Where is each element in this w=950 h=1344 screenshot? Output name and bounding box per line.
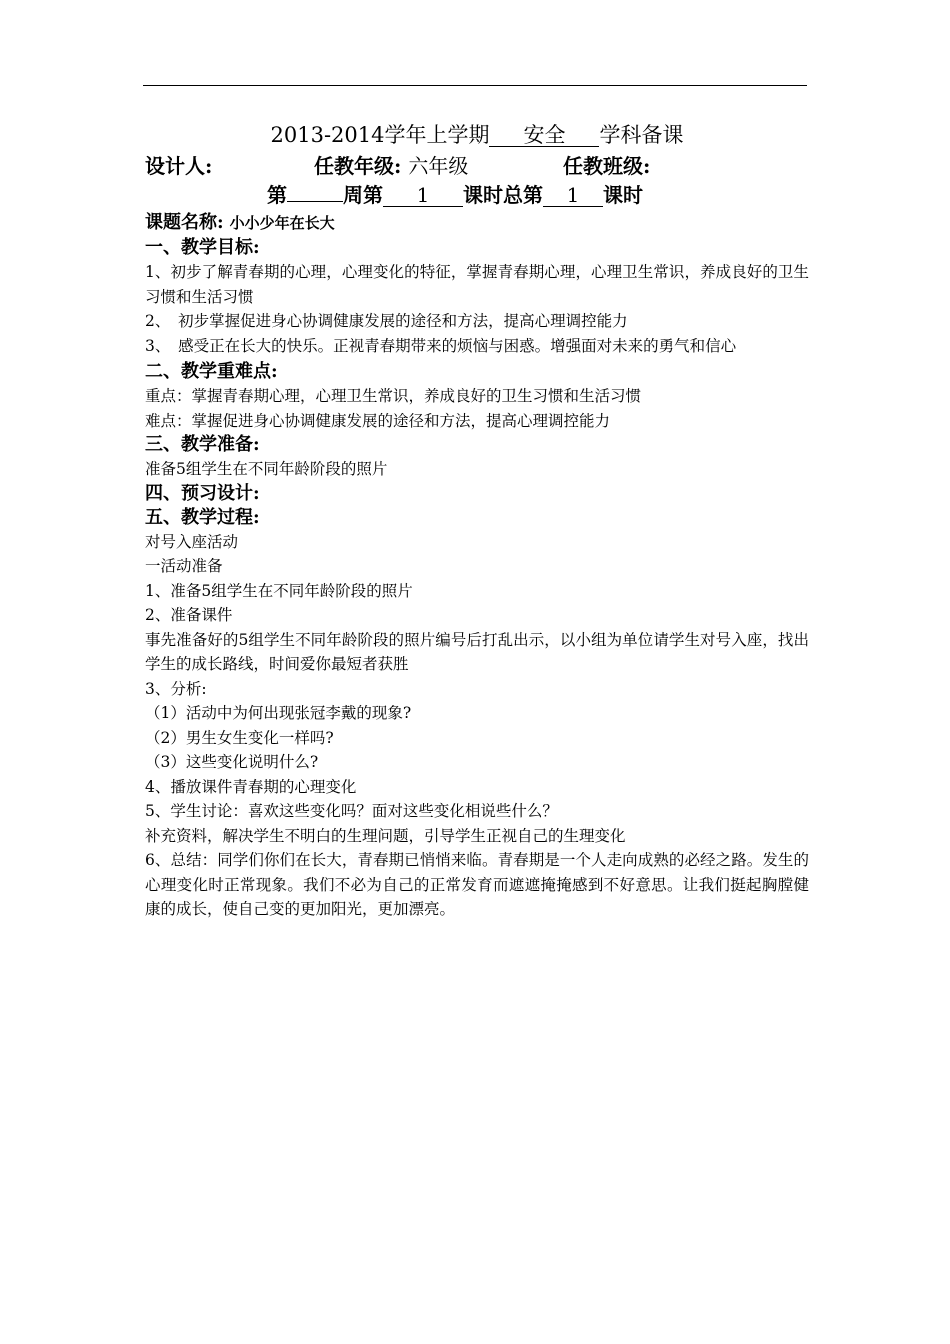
focus-text: 重点：掌握青春期心理，心理卫生常识，养成良好的卫生习惯和生活习惯 <box>145 387 642 405</box>
lesson-suffix: 课时总第 <box>463 183 543 207</box>
difficulty-text: 难点：掌握促进身心协调健康发展的途径和方法，提高心理调控能力 <box>145 411 611 430</box>
class-label: 任教班级: <box>563 154 651 178</box>
week-value <box>287 201 343 202</box>
process-line: 1、准备5组学生在不同年龄阶段的照片 <box>145 581 413 600</box>
preparation-text: 准备5组学生在不同年龄阶段的照片 <box>145 460 388 478</box>
title-suffix: 学科备课 <box>599 123 684 147</box>
process-line: 3、分析: <box>145 679 207 698</box>
goal-item: 1、初步了解青春期的心理，心理变化的特征，掌握青春期心理，心理卫生常识，养成良好的卫生习惯和生活习惯 <box>145 263 809 306</box>
topic-label: 课题名称: <box>145 212 224 233</box>
process-line: 事先准备好的5组学生不同年龄阶段的照片编号后打乱出示，以小组为单位请学生对号入座，找出学生的成长路线，时间爱你最短者获胜 <box>145 630 809 673</box>
goals-heading: 一、教学目标: <box>145 237 260 258</box>
total-suffix: 课时 <box>603 183 643 207</box>
process-line: （1）活动中为何出现张冠李戴的现象? <box>145 704 412 722</box>
week-prefix: 第 <box>267 183 287 207</box>
topic-value: 小小少年在长大 <box>229 214 335 232</box>
process-line: 6、总结：同学们你们在长大，青春期已悄悄来临。青春期是一个人走向成熟的必经之路。发生的心理变化时正常现象。我们不必为自己的正常发育而遮遮掩掩感到不好意思。让我们挺起胸膛健康的成长，使自己变的更加阳光，更加漂亮。 <box>145 851 809 918</box>
topic-row <box>145 210 809 236</box>
preparation-heading: 三、教学准备: <box>145 434 260 455</box>
total-value: 1 <box>543 184 603 207</box>
grade-label: 任教年级: <box>314 154 402 178</box>
grade-field <box>314 152 468 180</box>
process-heading: 五、教学过程: <box>145 506 260 528</box>
title-prefix: 2013-2014学年上学期 <box>270 123 490 147</box>
week-suffix: 周第 <box>343 183 383 207</box>
process-line: （2）男生女生变化一样吗? <box>145 728 334 747</box>
process-line: 2、准备课件 <box>145 606 233 624</box>
preview-heading: 四、预习设计: <box>145 482 260 504</box>
lesson-plan-body <box>145 118 809 922</box>
process-line: 4、播放课件青春期的心理变化 <box>145 777 357 796</box>
process-line: 一活动准备 <box>145 557 223 575</box>
designer-label: 设计人: <box>145 154 213 178</box>
goal-item: 3、 感受正在长大的快乐。正视青春期带来的烦恼与困惑。增强面对未来的勇气和信心 <box>145 336 737 355</box>
lesson-value: 1 <box>383 184 463 207</box>
subject-value: 安全 <box>489 124 599 147</box>
header-rule <box>143 85 807 86</box>
document-title <box>145 118 809 152</box>
meta-row <box>145 152 809 180</box>
process-line: 对号入座活动 <box>145 532 239 551</box>
process-line: 5、学生讨论：喜欢这些变化吗？面对这些变化相说些什么？ <box>145 802 558 820</box>
process-line: （3）这些变化说明什么? <box>145 753 319 771</box>
key-points-heading: 二、教学重难点: <box>145 361 278 382</box>
grade-value: 六年级 <box>408 154 469 178</box>
goal-item: 2、 初步掌握促进身心协调健康发展的途径和方法，提高心理调控能力 <box>145 312 628 330</box>
schedule-row <box>145 180 809 210</box>
process-line: 补充资料，解决学生不明白的生理问题，引导学生正视自己的生理变化 <box>145 826 626 845</box>
